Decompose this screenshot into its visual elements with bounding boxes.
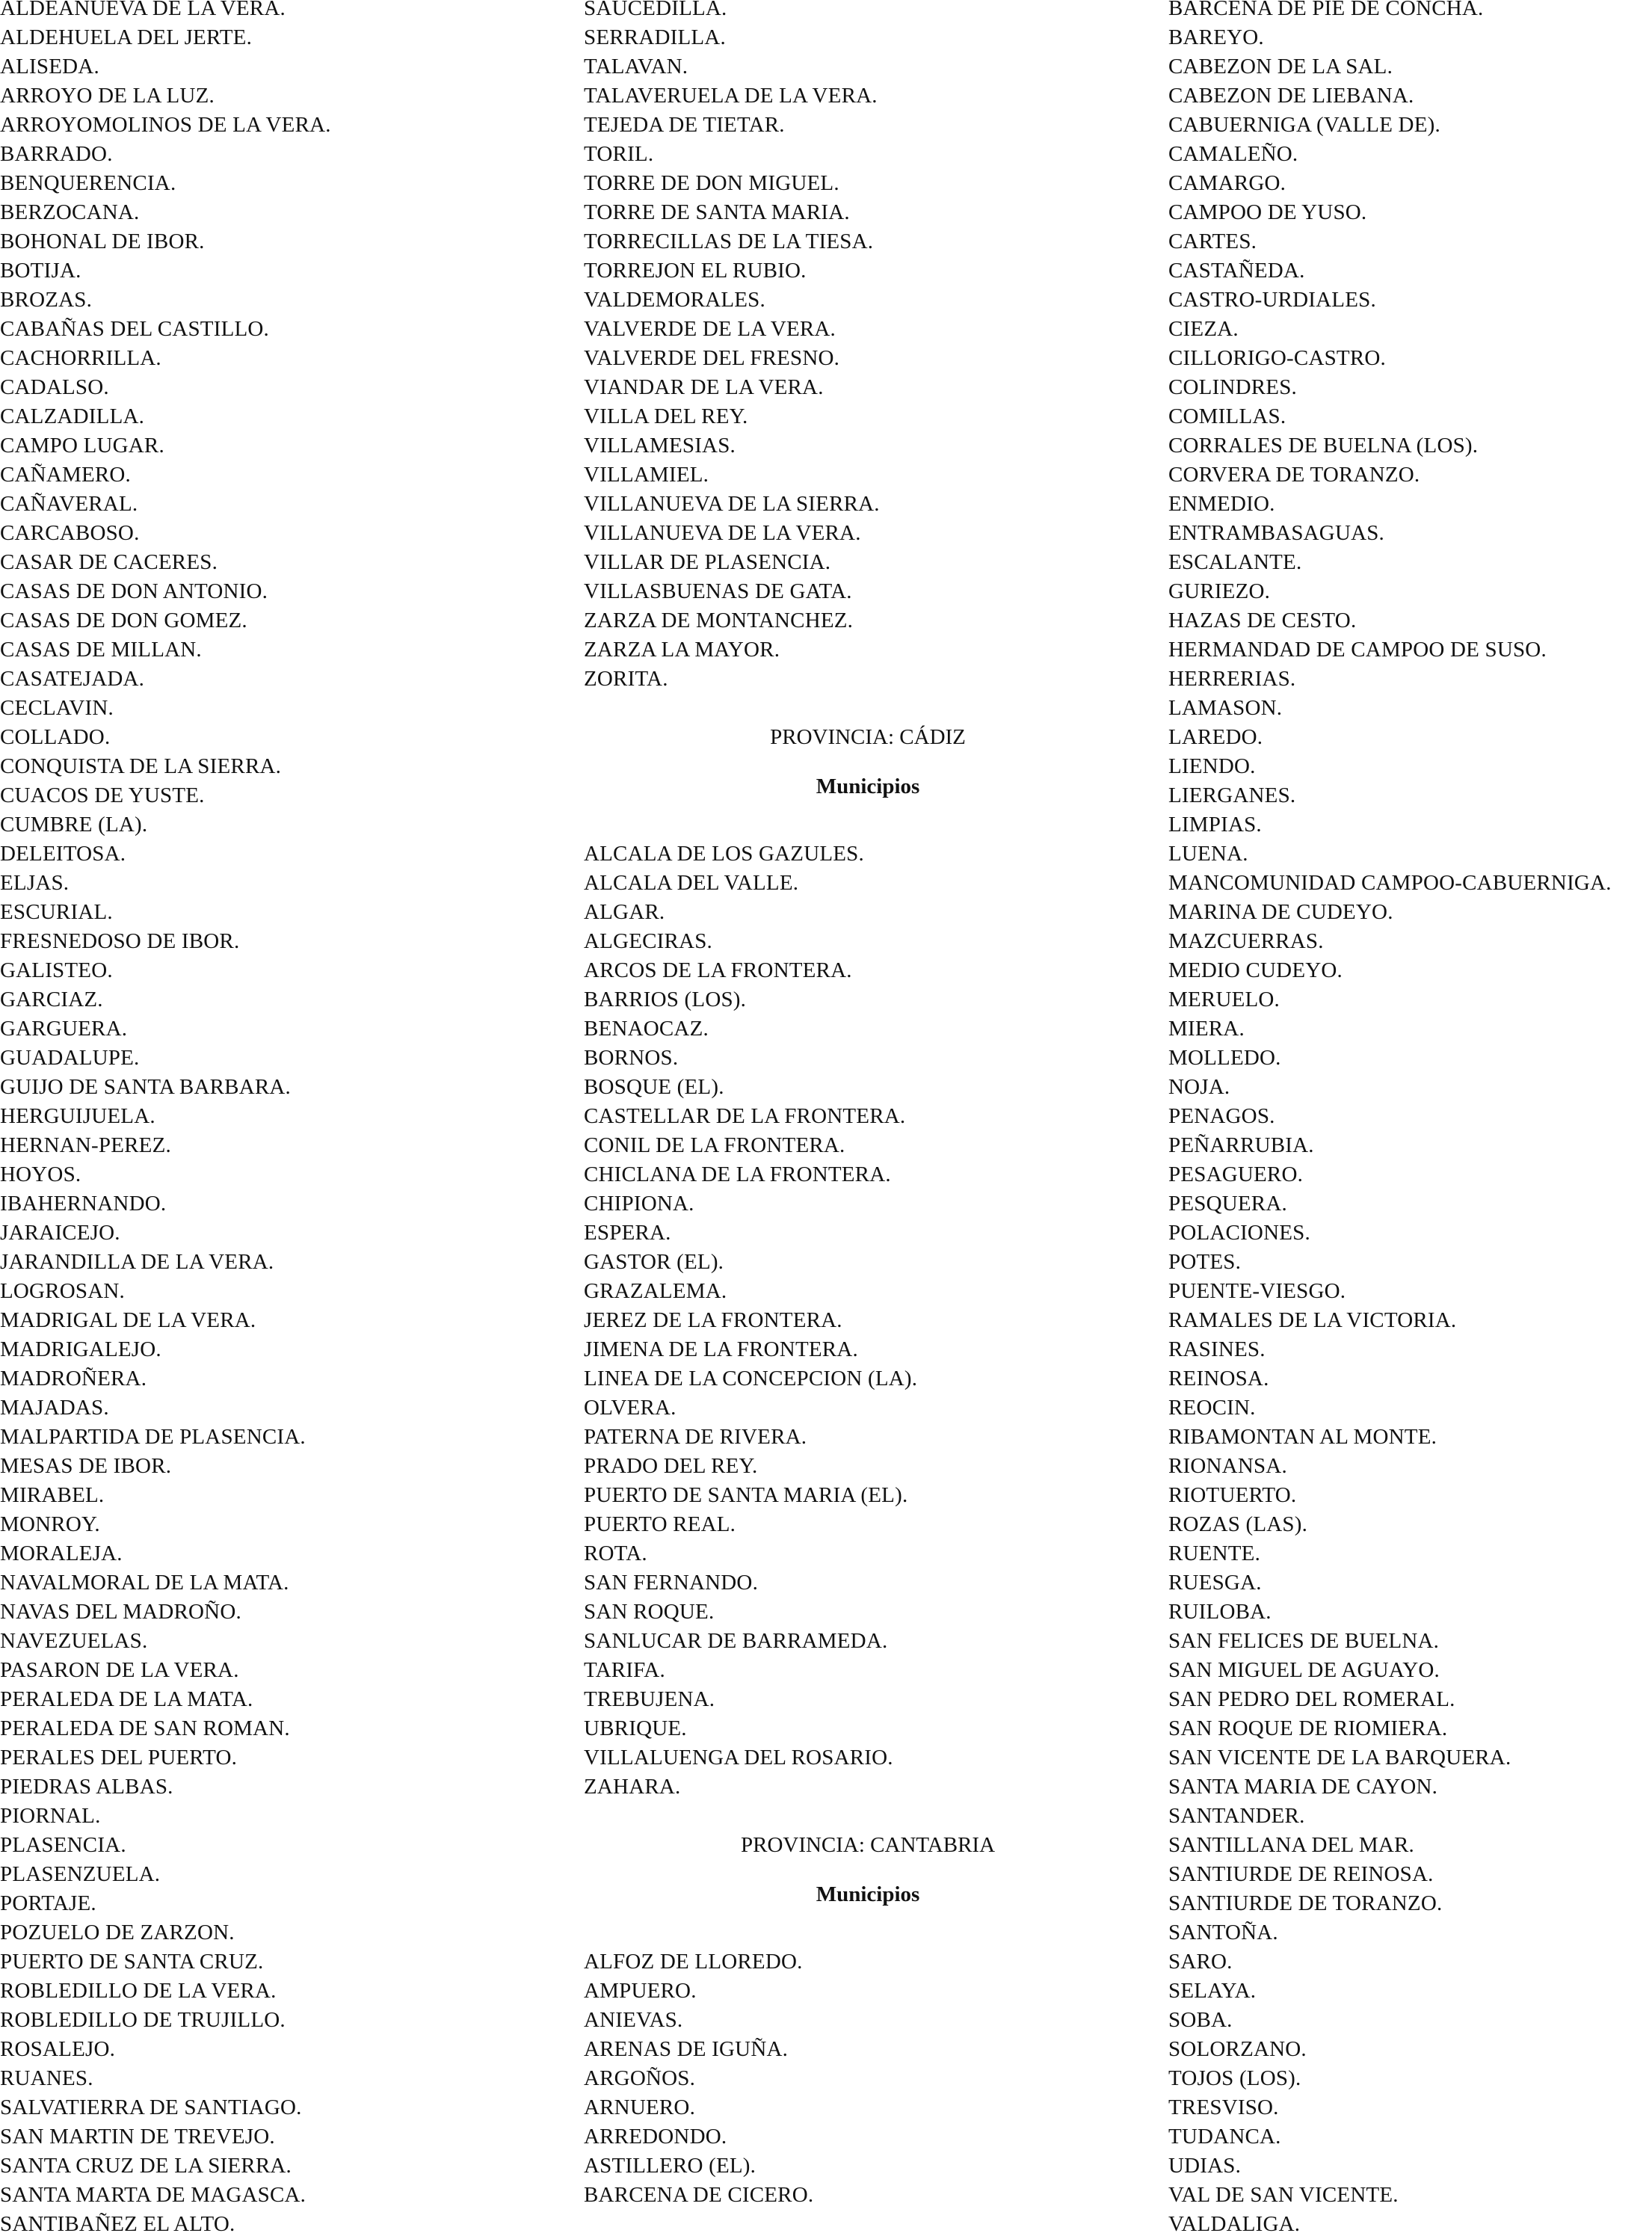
municipality-item: BOTIJA. (0, 259, 81, 283)
municipality-item: ZARZA LA MAYOR. (584, 638, 780, 662)
municipality-item: LAREDO. (1168, 725, 1263, 749)
municipality-item: MORALEJA. (0, 1542, 123, 1565)
cantabria-municipios-subheading: Municipios (816, 1882, 920, 1906)
municipality-item: NAVAS DEL MADROÑO. (0, 1600, 241, 1624)
municipality-item: COLLADO. (0, 725, 111, 749)
municipality-item: ALDEANUEVA DE LA VERA. (0, 0, 286, 20)
municipality-item: HOYOS. (0, 1162, 81, 1186)
municipality-item: VILLANUEVA DE LA SIERRA. (584, 492, 880, 516)
municipality-item: JIMENA DE LA FRONTERA. (584, 1337, 858, 1361)
municipality-item: REOCIN. (1168, 1396, 1256, 1420)
municipality-item: MARINA DE CUDEYO. (1168, 900, 1393, 924)
municipality-item: VILLA DEL REY. (584, 404, 748, 428)
municipality-item: PUERTO DE SANTA CRUZ. (0, 1950, 264, 1974)
municipality-item: MOLLEDO. (1168, 1046, 1281, 1070)
municipality-item: JARANDILLA DE LA VERA. (0, 1250, 274, 1274)
municipality-item: ARNUERO. (584, 2095, 696, 2119)
municipality-item: SANTA MARIA DE CAYON. (1168, 1775, 1438, 1799)
municipality-item: MADRIGAL DE LA VERA. (0, 1308, 256, 1332)
column-2 (584, 0, 1152, 2210)
municipality-item: PIEDRAS ALBAS. (0, 1775, 173, 1799)
municipality-item: CAMARGO. (1168, 171, 1286, 195)
municipality-item: LINEA DE LA CONCEPCION (LA). (584, 1367, 918, 1390)
municipality-item: SERRADILLA. (584, 25, 726, 49)
municipality-item: CABEZON DE LA SAL. (1168, 55, 1393, 78)
municipality-item: BENAOCAZ. (584, 1017, 709, 1041)
municipality-item: CAÑAMERO. (0, 463, 132, 487)
municipality-item: BROZAS. (0, 288, 93, 312)
municipality-item: SANTIURDE DE TORANZO. (1168, 1891, 1443, 1915)
municipality-item: GALISTEO. (0, 958, 113, 982)
municipality-item: CHIPIONA. (584, 1192, 694, 1216)
municipality-item: SARO. (1168, 1950, 1233, 1974)
column-3 (1168, 0, 1652, 2239)
municipality-item: PESQUERA. (1168, 1192, 1287, 1216)
municipality-item: HERMANDAD DE CAMPOO DE SUSO. (1168, 638, 1547, 662)
municipality-item: RUESGA. (1168, 1571, 1262, 1595)
municipality-item: RIBAMONTAN AL MONTE. (1168, 1425, 1437, 1449)
municipality-item: CONQUISTA DE LA SIERRA. (0, 754, 282, 778)
municipality-item: CORVERA DE TORANZO. (1168, 463, 1420, 487)
municipality-item: ALDEHUELA DEL JERTE. (0, 25, 253, 49)
municipality-item: PATERNA DE RIVERA. (584, 1425, 807, 1449)
municipality-item: CABEZON DE LIEBANA. (1168, 84, 1414, 108)
municipality-item: CECLAVIN. (0, 696, 114, 720)
municipality-item: CASTRO-URDIALES. (1168, 288, 1376, 312)
municipality-item: SAN ROQUE. (584, 1600, 715, 1624)
municipality-item: ARENAS DE IGUÑA. (584, 2037, 789, 2061)
municipality-item: JARAICEJO. (0, 1221, 120, 1245)
cadiz-municipios-subheading: Municipios (816, 774, 920, 798)
municipality-item: MONROY. (0, 1512, 100, 1536)
municipality-item: MAZCUERRAS. (1168, 929, 1324, 953)
municipality-item: OLVERA. (584, 1396, 676, 1420)
spacer (584, 694, 1152, 723)
cantabria-province-heading: PROVINCIA: CANTABRIA (740, 1833, 996, 1857)
municipality-item: BARRADO. (0, 142, 113, 166)
municipality-item: CARTES. (1168, 230, 1257, 253)
municipality-item: FRESNEDOSO DE IBOR. (0, 929, 240, 953)
municipality-item: SAN FERNANDO. (584, 1571, 759, 1595)
municipality-item: ARGOÑOS. (584, 2066, 696, 2090)
municipality-item: ESCURIAL. (0, 900, 113, 924)
municipality-item: PEÑARRUBIA. (1168, 1133, 1314, 1157)
spacer (584, 801, 1152, 840)
municipality-item: ALFOZ DE LLOREDO. (584, 1950, 803, 1974)
municipality-item: HERGUIJUELA. (0, 1104, 155, 1128)
municipality-item: CILLORIGO-CASTRO. (1168, 346, 1386, 370)
municipality-item: TARIFA. (584, 1658, 665, 1682)
municipality-item: MEDIO CUDEYO. (1168, 958, 1343, 982)
municipality-item: PRADO DEL REY. (584, 1454, 758, 1478)
municipality-item: VILLANUEVA DE LA VERA. (584, 521, 861, 545)
municipality-item: SOBA. (1168, 2008, 1233, 2032)
municipality-item: VIANDAR DE LA VERA. (584, 375, 824, 399)
spacer (584, 1909, 1152, 1947)
municipality-item: CALZADILLA. (0, 404, 145, 428)
municipality-item: SANTIURDE DE REINOSA. (1168, 1862, 1434, 1886)
municipality-item: MANCOMUNIDAD CAMPOO-CABUERNIGA. (1168, 871, 1612, 895)
municipality-item: GARGUERA. (0, 1017, 128, 1041)
municipality-item: PENAGOS. (1168, 1104, 1275, 1128)
municipality-item: TORRECILLAS DE LA TIESA. (584, 230, 874, 253)
municipality-item: VILLAMESIAS. (584, 434, 736, 458)
municipality-item: CASATEJADA. (0, 667, 145, 691)
municipality-item: MESAS DE IBOR. (0, 1454, 172, 1478)
cantabria-municipios-list (584, 1947, 1152, 2210)
municipality-item: SAN ROQUE DE RIOMIERA. (1168, 1716, 1448, 1740)
municipality-item: RUANES. (0, 2066, 93, 2090)
municipality-item: RUILOBA. (1168, 1600, 1272, 1624)
municipality-item: ROBLEDILLO DE LA VERA. (0, 1979, 277, 2003)
municipality-item: SAN VICENTE DE LA BARQUERA. (1168, 1746, 1511, 1770)
municipality-item: ROBLEDILLO DE TRUJILLO. (0, 2008, 286, 2032)
municipality-item: SANLUCAR DE BARRAMEDA. (584, 1629, 888, 1653)
municipality-item: MERUELO. (1168, 988, 1280, 1011)
municipality-item: TORRE DE DON MIGUEL. (584, 171, 839, 195)
municipality-item: VALVERDE DEL FRESNO. (584, 346, 840, 370)
municipality-item: VILLAMIEL. (584, 463, 709, 487)
municipality-item: PERALEDA DE SAN ROMAN. (0, 1716, 290, 1740)
municipality-item: LIENDO. (1168, 754, 1256, 778)
municipality-item: RIOTUERTO. (1168, 1483, 1297, 1507)
municipality-item: CACHORRILLA. (0, 346, 161, 370)
municipality-item: GUIJO DE SANTA BARBARA. (0, 1075, 291, 1099)
municipality-item: JEREZ DE LA FRONTERA. (584, 1308, 842, 1332)
municipality-item: GURIEZO. (1168, 579, 1271, 603)
municipality-item: SANTILLANA DEL MAR. (1168, 1833, 1414, 1857)
municipality-item: PUERTO DE SANTA MARIA (EL). (584, 1483, 908, 1507)
municipality-item: SANTANDER. (1168, 1804, 1305, 1828)
municipality-item: BARCENA DE PIE DE CONCHA. (1168, 0, 1484, 20)
municipality-item: ENMEDIO. (1168, 492, 1275, 516)
municipality-item: TREBUJENA. (584, 1687, 715, 1711)
municipality-item: CASAR DE CACERES. (0, 550, 218, 574)
municipality-item: SAN MIGUEL DE AGUAYO. (1168, 1658, 1440, 1682)
municipality-item: VILLASBUENAS DE GATA. (584, 579, 852, 603)
municipality-item: GRAZALEMA. (584, 1279, 727, 1303)
municipality-item: ZAHARA. (584, 1775, 681, 1799)
municipality-item: SANTA CRUZ DE LA SIERRA. (0, 2154, 292, 2178)
municipality-item: ESPERA. (584, 1221, 671, 1245)
municipality-item: SAN MARTIN DE TREVEJO. (0, 2125, 275, 2149)
municipality-item: POLACIONES. (1168, 1221, 1310, 1245)
municipality-item: SANTIBAÑEZ EL ALTO. (0, 2212, 235, 2236)
municipality-item: BAREYO. (1168, 25, 1264, 49)
municipality-item: VALDALIGA. (1168, 2212, 1301, 2236)
municipality-item: CUMBRE (LA). (0, 813, 148, 837)
municipality-item: CASAS DE DON ANTONIO. (0, 579, 268, 603)
municipality-item: CASAS DE DON GOMEZ. (0, 609, 247, 632)
municipality-item: PESAGUERO. (1168, 1162, 1304, 1186)
municipality-item: CAMALEÑO. (1168, 142, 1298, 166)
municipality-item: ROSALEJO. (0, 2037, 116, 2061)
municipality-item: CASAS DE MILLAN. (0, 638, 202, 662)
municipality-item: PORTAJE. (0, 1891, 96, 1915)
municipality-item: POZUELO DE ZARZON. (0, 1921, 235, 1944)
municipality-item: ALGECIRAS. (584, 929, 712, 953)
municipality-item: SAN PEDRO DEL ROMERAL. (1168, 1687, 1455, 1711)
municipality-item: ELJAS. (0, 871, 70, 895)
municipality-item: BERZOCANA. (0, 200, 140, 224)
municipality-item: RASINES. (1168, 1337, 1266, 1361)
municipality-item: NAVALMORAL DE LA MATA. (0, 1571, 289, 1595)
municipality-item: BOSQUE (EL). (584, 1075, 724, 1099)
municipality-item: CONIL DE LA FRONTERA. (584, 1133, 845, 1157)
municipality-item: MAJADAS. (0, 1396, 109, 1420)
municipality-item: TORIL. (584, 142, 654, 166)
column-1 (0, 0, 568, 2239)
municipality-item: REINOSA. (1168, 1367, 1269, 1390)
municipality-item: TORREJON EL RUBIO. (584, 259, 807, 283)
municipality-item: BOHONAL DE IBOR. (0, 230, 205, 253)
municipality-item: BARRIOS (LOS). (584, 988, 747, 1011)
municipality-item: CASTELLAR DE LA FRONTERA. (584, 1104, 906, 1128)
municipality-item: MADROÑERA. (0, 1367, 147, 1390)
municipality-item: PERALES DEL PUERTO. (0, 1746, 238, 1770)
municipality-item: CORRALES DE BUELNA (LOS). (1168, 434, 1479, 458)
municipality-item: CABUERNIGA (VALLE DE). (1168, 113, 1440, 137)
municipality-item: ALGAR. (584, 900, 665, 924)
municipality-item: SANTOÑA. (1168, 1921, 1278, 1944)
municipality-item: CHICLANA DE LA FRONTERA. (584, 1162, 891, 1186)
municipality-item: ENTRAMBASAGUAS. (1168, 521, 1385, 545)
municipality-item: HERNAN-PEREZ. (0, 1133, 171, 1157)
municipality-item: POTES. (1168, 1250, 1242, 1274)
municipality-item: ARROYOMOLINOS DE LA VERA. (0, 113, 331, 137)
municipality-item: LIMPIAS. (1168, 813, 1262, 837)
spacer (584, 1802, 1152, 1831)
municipality-item: MIERA. (1168, 1017, 1245, 1041)
municipality-item: VALVERDE DE LA VERA. (584, 317, 836, 341)
municipality-item: PIORNAL. (0, 1804, 101, 1828)
municipality-item: VAL DE SAN VICENTE. (1168, 2183, 1399, 2207)
municipality-item: UBRIQUE. (584, 1716, 687, 1740)
municipality-item: SANTA MARTA DE MAGASCA. (0, 2183, 306, 2207)
municipality-item: RAMALES DE LA VICTORIA. (1168, 1308, 1457, 1332)
municipality-item: ROZAS (LAS). (1168, 1512, 1308, 1536)
municipality-item: CARCABOSO. (0, 521, 140, 545)
municipality-item: PUENTE-VIESGO. (1168, 1279, 1346, 1303)
cadiz-municipios-list (584, 840, 1152, 1802)
municipality-item: VILLAR DE PLASENCIA. (584, 550, 831, 574)
municipality-item: GARCIAZ. (0, 988, 103, 1011)
municipality-item: SALVATIERRA DE SANTIAGO. (0, 2095, 302, 2119)
municipality-item: TALAVERUELA DE LA VERA. (584, 84, 878, 108)
municipality-item: GUADALUPE. (0, 1046, 140, 1070)
municipality-item: AMPUERO. (584, 1979, 697, 2003)
municipality-item: COMILLAS. (1168, 404, 1286, 428)
municipality-item: ASTILLERO (EL). (584, 2154, 756, 2178)
municipality-item: ROTA. (584, 1542, 647, 1565)
municipality-item: MIRABEL. (0, 1483, 105, 1507)
municipality-item: NAVEZUELAS. (0, 1629, 148, 1653)
municipality-item: ALISEDA. (0, 55, 99, 78)
municipality-item: BARCENA DE CICERO. (584, 2183, 814, 2207)
municipality-item: TOJOS (LOS). (1168, 2066, 1301, 2090)
municipality-item: CABAÑAS DEL CASTILLO. (0, 317, 269, 341)
municipality-item: RIONANSA. (1168, 1454, 1287, 1478)
municipality-item: CAMPO LUGAR. (0, 434, 164, 458)
municipality-item: ALCALA DEL VALLE. (584, 871, 799, 895)
municipality-item: UDIAS. (1168, 2154, 1242, 2178)
municipality-item: TRESVISO. (1168, 2095, 1279, 2119)
municipality-item: LUENA. (1168, 842, 1248, 866)
spacer (584, 752, 1152, 772)
municipality-item: ZORITA. (584, 667, 668, 691)
municipality-item: PUERTO REAL. (584, 1512, 736, 1536)
municipality-item: PLASENCIA. (0, 1833, 126, 1857)
municipality-item: LOGROSAN. (0, 1279, 125, 1303)
municipality-item: HERRERIAS. (1168, 667, 1296, 691)
municipality-item: TUDANCA. (1168, 2125, 1281, 2149)
municipality-item: ARCOS DE LA FRONTERA. (584, 958, 852, 982)
municipality-item: LAMASON. (1168, 696, 1283, 720)
municipality-item: SAUCEDILLA. (584, 0, 727, 20)
municipality-item: SOLORZANO. (1168, 2037, 1307, 2061)
municipality-item: TALAVAN. (584, 55, 688, 78)
municipality-item: ARREDONDO. (584, 2125, 727, 2149)
municipality-item: ZARZA DE MONTANCHEZ. (584, 609, 854, 632)
municipality-item: SELAYA. (1168, 1979, 1257, 2003)
municipality-item: DELEITOSA. (0, 842, 126, 866)
municipality-item: LIERGANES. (1168, 783, 1296, 807)
municipality-item: CASTAÑEDA. (1168, 259, 1305, 283)
municipality-item: MADRIGALEJO. (0, 1337, 161, 1361)
municipality-item: SAN FELICES DE BUELNA. (1168, 1629, 1440, 1653)
municipality-item: IBAHERNANDO. (0, 1192, 167, 1216)
municipality-item: CAMPOO DE YUSO. (1168, 200, 1367, 224)
municipality-item: COLINDRES. (1168, 375, 1297, 399)
municipality-item: ESCALANTE. (1168, 550, 1302, 574)
municipality-item: TORRE DE SANTA MARIA. (584, 200, 850, 224)
municipality-item: GASTOR (EL). (584, 1250, 724, 1274)
municipality-item: BENQUERENCIA. (0, 171, 176, 195)
cadiz-province-heading: PROVINCIA: CÁDIZ (770, 725, 966, 749)
municipality-item: CAÑAVERAL. (0, 492, 138, 516)
municipality-item: CADALSO. (0, 375, 109, 399)
municipality-item: CIEZA. (1168, 317, 1239, 341)
municipality-item: BORNOS. (584, 1046, 679, 1070)
caceres-continued-list (584, 0, 1152, 694)
municipality-item: VALDEMORALES. (584, 288, 765, 312)
municipality-item: PASARON DE LA VERA. (0, 1658, 239, 1682)
municipality-item: ANIEVAS. (584, 2008, 683, 2032)
municipality-item: RUENTE. (1168, 1542, 1261, 1565)
municipality-item: PERALEDA DE LA MATA. (0, 1687, 253, 1711)
municipality-item: ARROYO DE LA LUZ. (0, 84, 215, 108)
municipality-item: CUACOS DE YUSTE. (0, 783, 205, 807)
spacer (584, 1860, 1152, 1880)
municipality-item: NOJA. (1168, 1075, 1230, 1099)
municipality-item: TEJEDA DE TIETAR. (584, 113, 785, 137)
municipality-item: MALPARTIDA DE PLASENCIA. (0, 1425, 306, 1449)
municipality-item: ALCALA DE LOS GAZULES. (584, 842, 864, 866)
municipality-item: VILLALUENGA DEL ROSARIO. (584, 1746, 893, 1770)
municipality-item: PLASENZUELA. (0, 1862, 161, 1886)
municipality-item: HAZAS DE CESTO. (1168, 609, 1357, 632)
